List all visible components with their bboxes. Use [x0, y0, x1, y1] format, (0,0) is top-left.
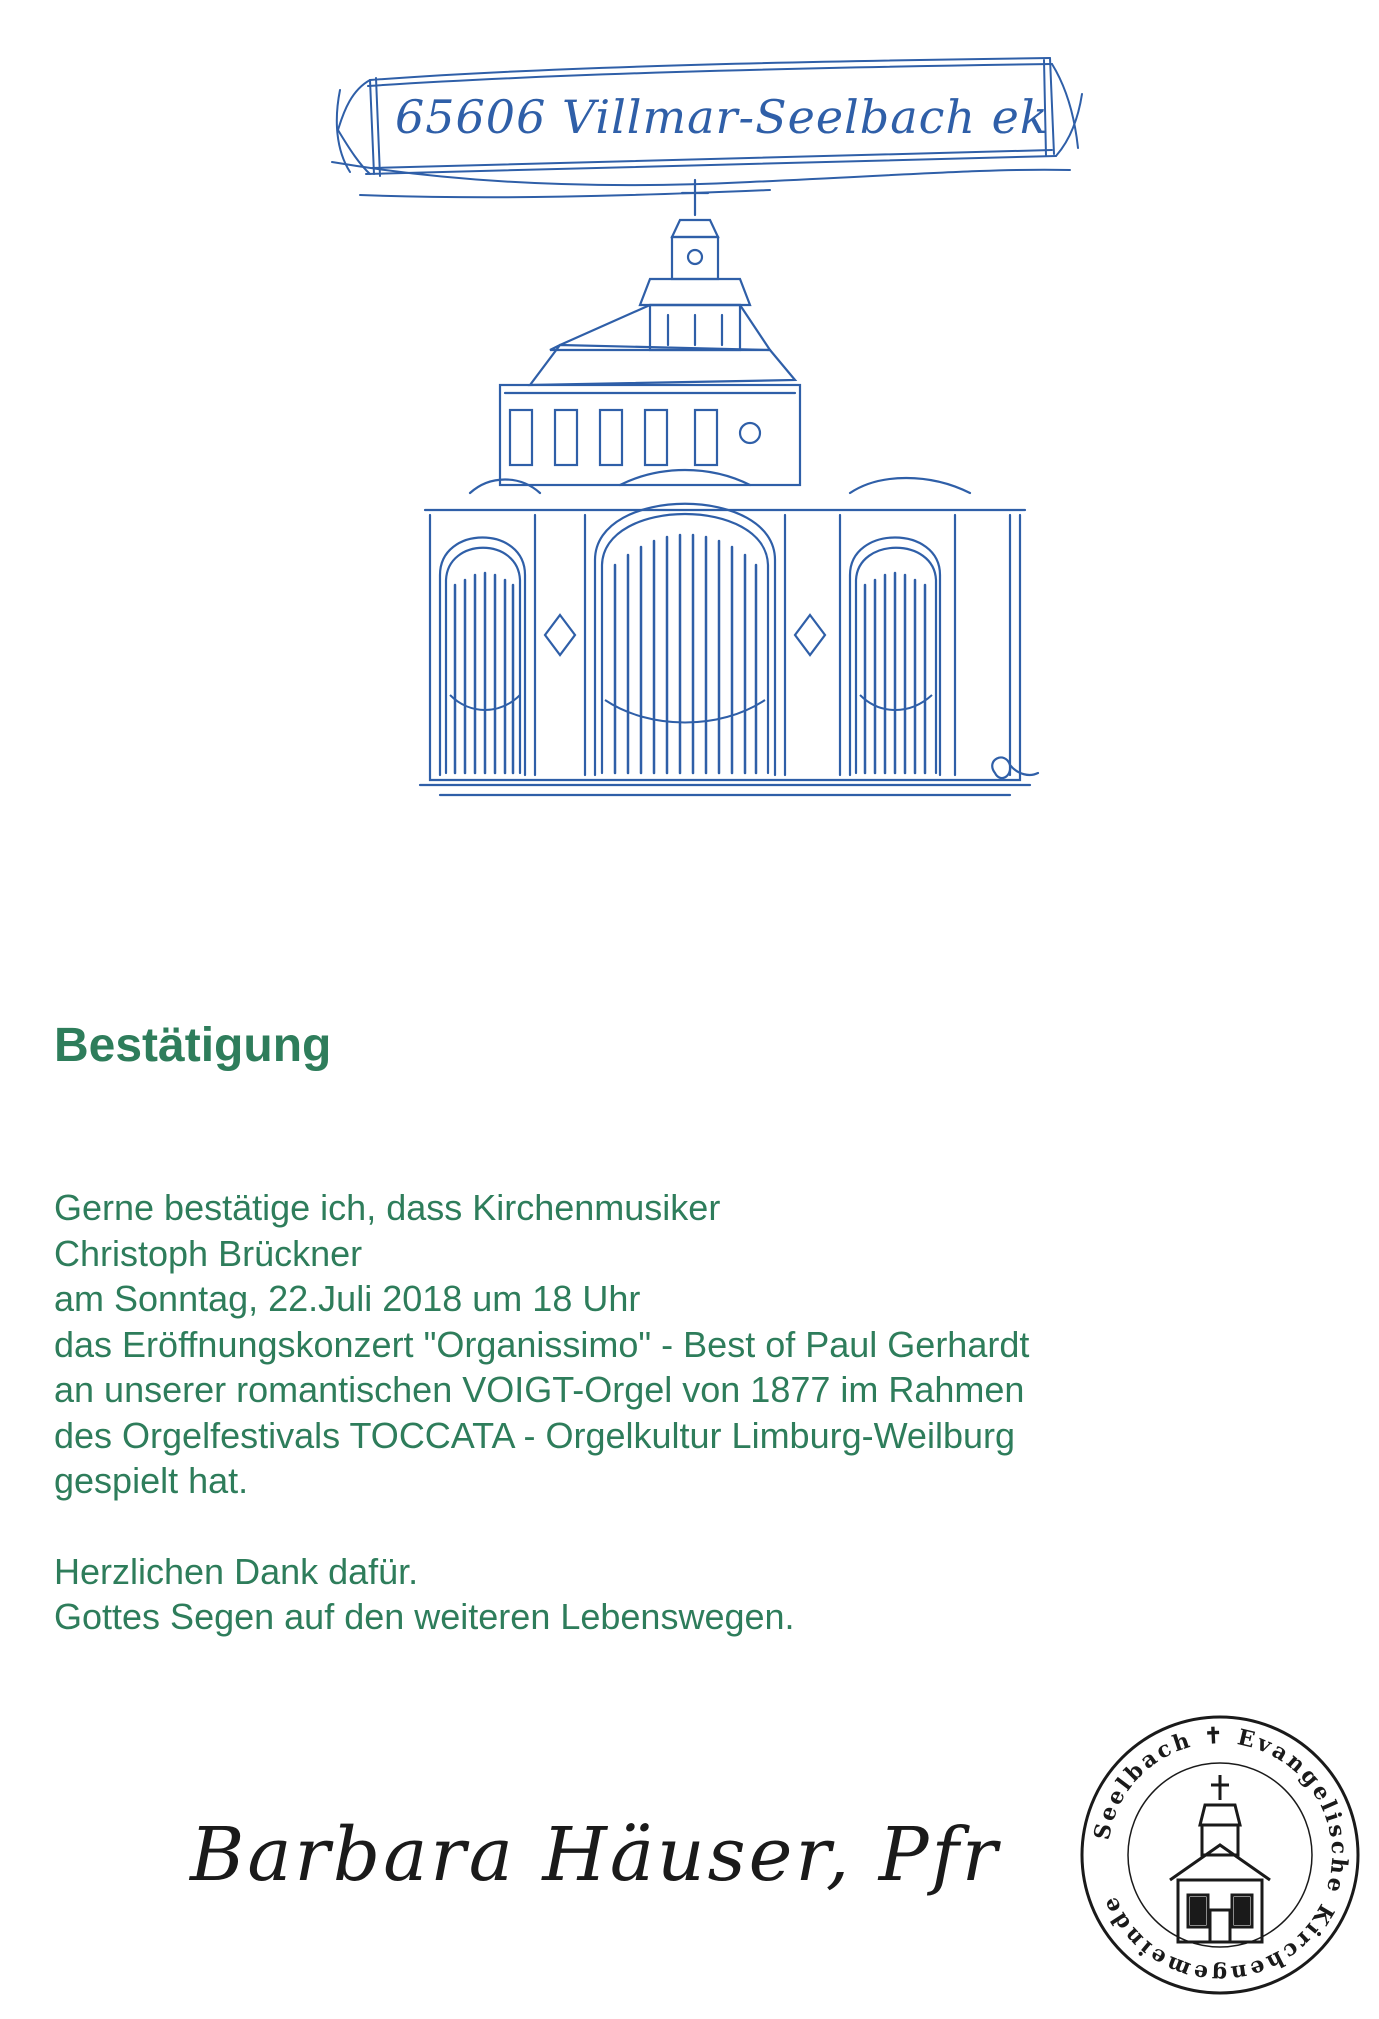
body-line: das Eröffnungskonzert "Organissimo" - Best of Paul Gerhardt [54, 1323, 1030, 1365]
closing-line: Gottes Segen auf den weiteren Lebenswegen. [54, 1596, 795, 1637]
body-line: des Orgelfestivals TOCCATA - Orgelkultur Limburg-Weilburg [54, 1414, 1015, 1456]
signature-text: Barbara Häuser, Pfr [190, 1812, 1001, 1898]
confirmation-body [54, 1185, 1284, 1640]
body-line: am Sonntag, 22.Juli 2018 um 18 Uhr [54, 1278, 641, 1319]
stamp-seal-drawing [1070, 1705, 1370, 2005]
body-line: gespielt hat. [54, 1460, 249, 1501]
body-line: Gerne bestätige ich, dass Kirchenmusiker [54, 1187, 721, 1228]
church-stamp [1070, 1705, 1370, 2005]
body-line: an unserer romantischen VOIGT-Orgel von 1877 im Rahmen [54, 1369, 1025, 1410]
closing-line: Herzlichen Dank dafür. [54, 1550, 419, 1592]
church-sketch-drawing [410, 175, 1040, 835]
signature [180, 1790, 1000, 1940]
body-line: Christoph Brückner [54, 1232, 363, 1274]
document-heading: Bestätigung [54, 1019, 332, 1072]
banner-text: 65606 Villmar-Seelbach ek [395, 90, 1049, 144]
paragraph-gap [54, 1504, 1284, 1549]
svg-text:Seelbach ✝ Evangelische Kirche: Seelbach ✝ Evangelische Kirchengemeinde [1088, 1722, 1353, 1988]
church-organ-sketch [410, 175, 1040, 835]
